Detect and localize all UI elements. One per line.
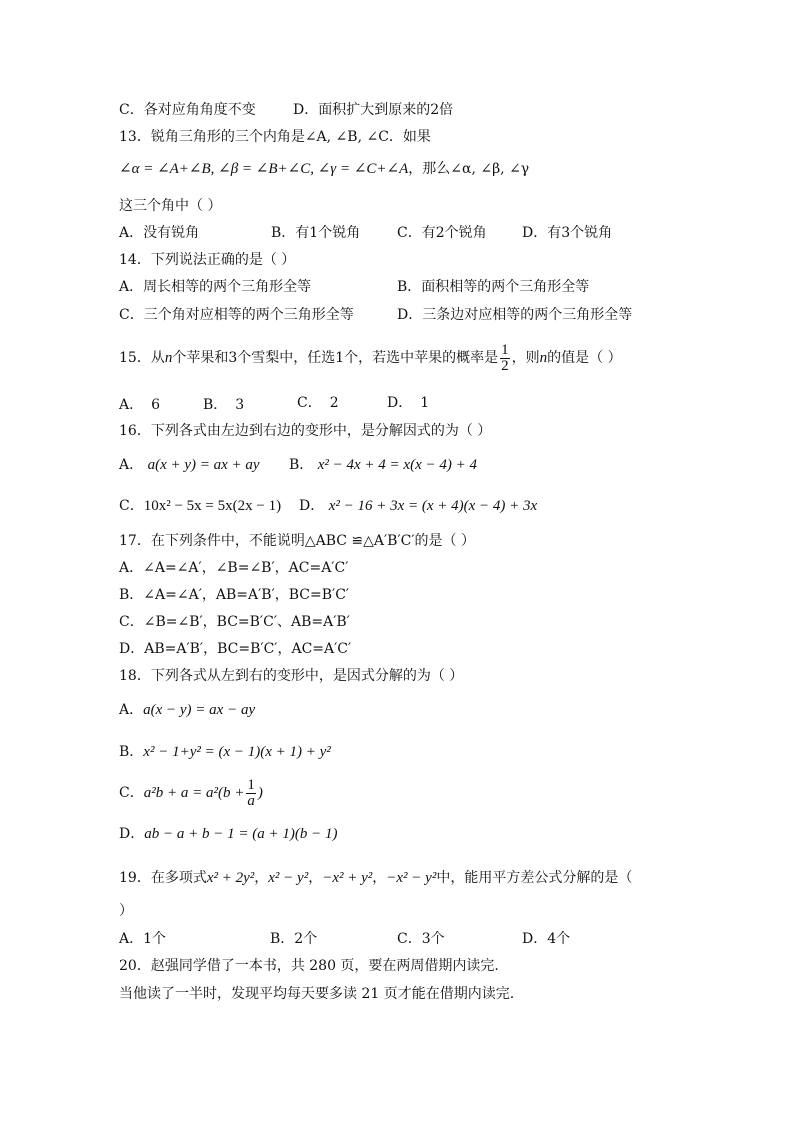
q16-option-c: C．10x² − 5x = 5x(2x − 1) <box>119 498 282 514</box>
q19-option-a: A．1个 <box>119 931 167 947</box>
q14-option-d: D．三条边对应相等的两个三角形全等 <box>397 307 633 323</box>
q12-option-c: C．各对应角角度不变 <box>119 102 256 118</box>
q19-option-d: D．4个 <box>522 931 571 947</box>
q15-var-n-2: n <box>539 350 548 366</box>
q20-line-1: 20．赵强同学借了一本书，共 280 页，要在两周借期内读完. <box>119 958 499 974</box>
q18-c-fraction: $\frac{1}{a}$ <box>247 776 255 809</box>
q19-option-c: C．3个 <box>397 931 445 947</box>
q18-option-c: C．a²b + a = a²(b + $\frac{1}{a}$ ) <box>119 776 263 809</box>
q14-option-a: A．周长相等的两个三角形全等 <box>119 279 312 295</box>
q17-option-a: A．∠A=∠A′，∠B=∠B′，AC=A′C′ <box>119 560 349 576</box>
q12-option-d: D．面积扩大到原来的2倍 <box>293 102 454 118</box>
q19-stem: 19．在多项式x² + 2y²，x² − y²，−x² + y²，−x² − y²中，能用平方差公式分解的是（ <box>119 870 633 886</box>
q18-option-d: D．ab − a + b − 1 = (a + 1)(b − 1) <box>119 826 338 842</box>
q17-stem: 17．在下列条件中，不能说明△ABC ≌△A′B′C′的是（ ） <box>119 533 475 549</box>
q15-option-c: C． 2 <box>297 395 339 411</box>
q16-option-b: B． x² − 4x + 4 = x(x − 4) + 4 <box>289 457 477 473</box>
q15-var-n: n <box>164 350 173 366</box>
q13-option-a: A．没有锐角 <box>119 225 200 241</box>
q13-stem: 13．锐角三角形的三个内角是∠A, ∠B, ∠C．如果 <box>119 129 431 145</box>
q17-option-d: D．AB=A′B′，BC=B′C′，AC=A′C′ <box>119 641 352 657</box>
q13-stem-end: 这三个角中（ ） <box>119 198 222 214</box>
q15-fraction: $\frac{1}{2}$ <box>501 341 509 374</box>
q17-option-c: C．∠B=∠B′，BC=B′C′、AB=A′B′ <box>119 614 350 630</box>
q13-option-c: C．有2个锐角 <box>397 225 487 241</box>
q14-option-b: B．面积相等的两个三角形全等 <box>397 279 590 295</box>
q19-option-b: B．2个 <box>270 931 318 947</box>
q14-stem: 14．下列说法正确的是（ ） <box>119 252 296 268</box>
q16-stem: 16．下列各式由左边到右边的变形中，是分解因式的为（ ） <box>119 423 492 439</box>
q13-condition <box>119 160 529 178</box>
q19-stem-end: ） <box>119 903 133 919</box>
q13-formula: ∠α = ∠A+∠B, ∠β = ∠B+∠C, ∠γ = ∠C+∠A <box>119 161 409 177</box>
q15-option-a: A． 6 <box>119 397 161 413</box>
q14-option-c: C．三个角对应相等的两个三角形全等 <box>119 307 354 323</box>
q18-option-b: B．x² − 1+y² = (x − 1)(x + 1) + y² <box>119 744 331 760</box>
q15-option-d: D． 1 <box>387 395 430 411</box>
q18-stem: 18．下列各式从左到右的变形中，是因式分解的为（ ） <box>119 668 464 684</box>
q16-option-d: D． x² − 16 + 3x = (x + 4)(x − 4) + 3x <box>299 498 538 514</box>
q18-option-a: A．a(x − y) = ax − ay <box>119 702 256 718</box>
q13-then: ，那么∠α, ∠β, ∠γ <box>408 161 530 177</box>
q17-option-b: B．∠A=∠A′，AB=A′B′，BC=B′C′ <box>119 587 350 603</box>
q15-stem: 15．从n个苹果和3个雪梨中，任选1个，若选中苹果的概率是 $\frac{1}{2}$ ，则n的值是（ ） <box>119 341 622 374</box>
q15-option-b: B． 3 <box>203 397 245 413</box>
q20-line-2: 当他读了一半时，发现平均每天要多读 21 页才能在借期内读完. <box>119 986 515 1002</box>
q16-option-a: A． a(x + y) = ax + ay <box>119 457 260 473</box>
q13-option-d: D．有3个锐角 <box>522 225 613 241</box>
q13-option-b: B．有1个锐角 <box>271 225 361 241</box>
